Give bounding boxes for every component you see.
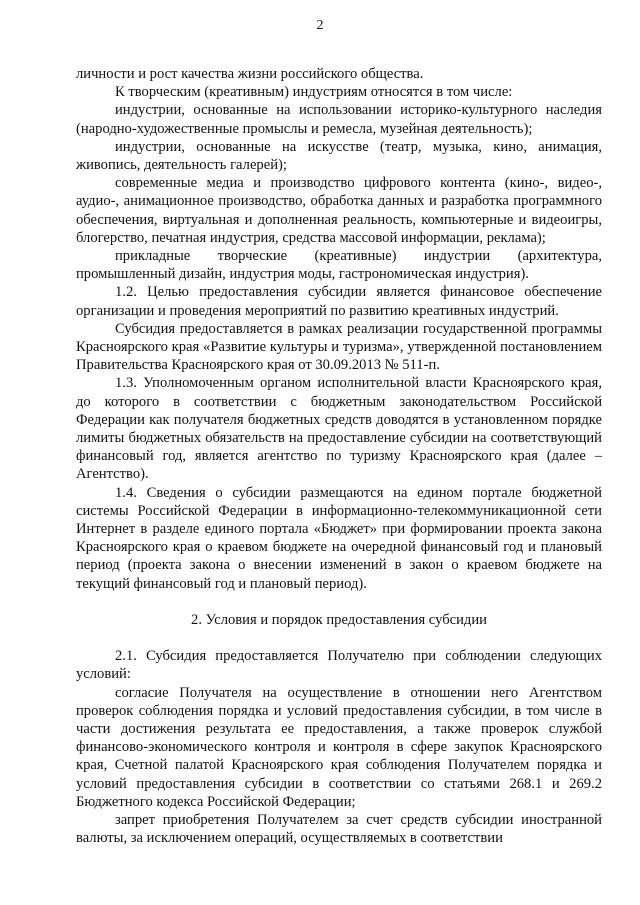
paragraph: прикладные творческие (креативные) индустрии (архитектура, промышленный дизайн, индустрия моды, гастрономическая индустрия). [76,248,602,283]
paragraph: 1.4. Сведения о субсидии размещаются на едином портале бюджетной системы Российской Федерации в информационно-телекоммуникационной сети Интернет в разделе единого портала «Бюджет» при формировании проекта закона Красноярского края о краевом бюджете на очередной финансовый год и плановый период (проекта закона о внесении изменений в закон о краевом бюджете на текущий финансовый год и плановый период). [76,484,602,592]
section-heading: 2. Условия и порядок предоставления субсидии [191,611,487,628]
paragraph: современные медиа и производство цифрового контента (кино-, видео-, аудио-, анимационное производство, обработка данных и разработка программного обеспечения, виртуальная и дополненная реальность, компьютерные и видеоигры, блогерство, печатная индустрия, средства массовой информации, реклама); [76,175,602,246]
paragraph: согласие Получателя на осуществление в отношении него Агентством проверок соблюдения порядка и условий предоставления субсидии, в том числе в части достижения результата ее предоставления, а также проверок службой финансово-экономического контроля и контроля в сфере закупок Красноярского края, Счетной палатой Красноярского края соблюдения Получателем порядка и условий предоставления субсидии в соответствии со статьями 268.1 и 269.2 Бюджетного кодекса Российской Федерации; [76,684,602,810]
paragraph: 1.3. Уполномоченным органом исполнительной власти Красноярского края, до которого в соответствии с бюджетным законодательством Российской Федерации как получателя бюджетных средств доводятся в установленном порядке лимиты бюджетных обязательств на предоставление субсидии на соответствующий финансовый год, является агентство по туризму Красноярского края (далее – Агентство). [76,375,602,483]
paragraph: К творческим (креативным) индустриям относятся в том числе: [115,84,513,101]
paragraph: 2.1. Субсидия предоставляется Получателю при соблюдении следующих условий: [76,648,602,683]
paragraph: запрет приобретения Получателем за счет средств субсидии иностранной валюты, за исключением операций, осуществляемых в соответствии [76,811,602,847]
paragraph: Субсидия предоставляется в рамках реализации государственной программы Красноярского края «Развитие культуры и туризма», утвержденной постановлением Правительства Красноярского края от 30.09.2013 № 511-п. [76,320,602,374]
paragraph: 1.2. Целью предоставления субсидии является финансовое обеспечение организации и проведения мероприятий по развитию креативных индустрий. [76,284,602,319]
paragraph: индустрии, основанные на использовании историко-культурного наследия (народно-художественные промыслы и ремесла, музейная деятельность); [76,102,602,137]
paragraph: индустрии, основанные на искусстве (театр, музыка, кино, анимация, живопись, деятельность галерей); [76,138,602,174]
document-body [76,65,602,847]
page-number: 2 [316,18,324,33]
paragraph: личности и рост качества жизни российского общества. [76,66,424,82]
